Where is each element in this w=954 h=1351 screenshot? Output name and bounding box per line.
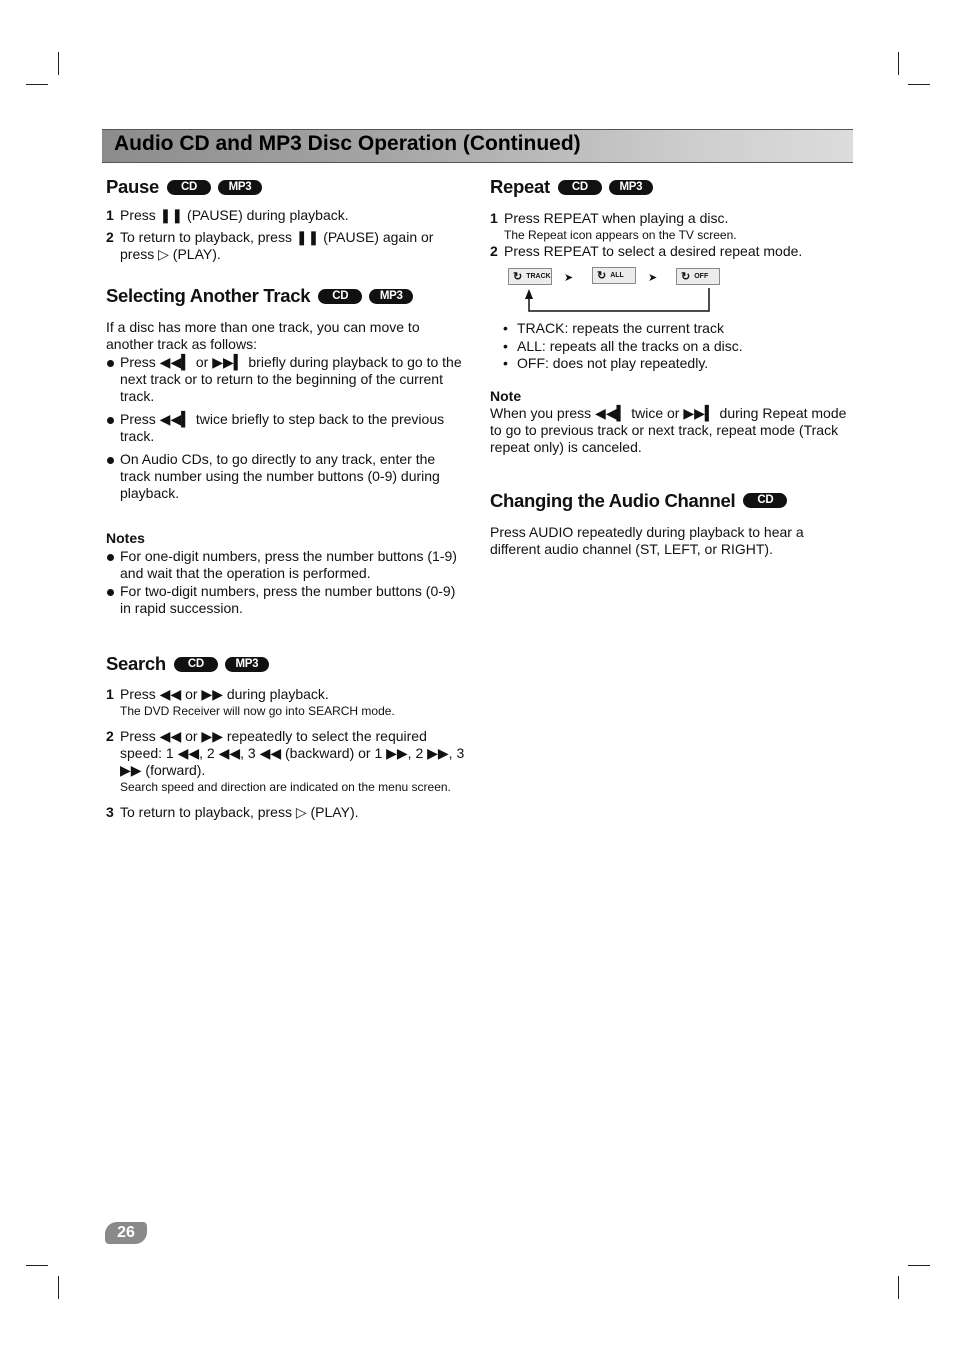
audio-heading-row: [490, 490, 854, 512]
repeat-heading-row: [490, 176, 854, 198]
step-subtext: The DVD Receiver will now go into SEARCH mode.: [120, 704, 395, 718]
select-bullet-1: Press ◀◀▍ or ▶▶▍ briefly during playback to go to the next track or to return to the beginning of the current track.: [106, 354, 468, 405]
repeat-all-icon: ↻ ALL: [592, 267, 636, 284]
crop-mark: [898, 1276, 899, 1299]
select-heading: Selecting Another Track: [106, 285, 311, 306]
notes-heading: Notes: [106, 530, 145, 546]
left-column: [106, 176, 468, 821]
repeat-mode-diagram: [490, 267, 854, 315]
step-subtext: The Repeat icon appears on the TV screen.: [504, 228, 737, 242]
mp3-badge: MP3: [225, 657, 269, 672]
repeat-desc-all: • ALL: repeats all the tracks on a disc.: [490, 338, 854, 356]
pause-step-1: [106, 207, 468, 224]
arrow-right-icon: ➤: [648, 272, 658, 284]
step-text: Press ◀◀ or ▶▶ during playback.: [120, 686, 329, 702]
search-step-2: [106, 728, 468, 795]
step-text: Press ◀◀ or ▶▶ repeatedly to select the required speed: 1 ◀◀, 2 ◀◀, 3 ◀◀ (backward) or 1 ▶▶, 2 ▶▶, 3 ▶▶ (forward).: [120, 728, 465, 778]
repeat-off-icon: ↻ OFF: [676, 268, 720, 285]
step-text: Press REPEAT to select a desired repeat mode.: [504, 243, 803, 259]
right-column: [490, 176, 854, 558]
mp3-badge: MP3: [218, 180, 262, 195]
cd-badge: CD: [167, 180, 211, 195]
step-number: 1: [490, 210, 498, 226]
audio-heading: Changing the Audio Channel: [490, 489, 736, 511]
step-text: Press ❚❚ (PAUSE) during playback.: [120, 207, 349, 223]
crop-mark: [58, 52, 59, 75]
step-number: 2: [106, 728, 114, 744]
step-text: To return to playback, press ▷ (PLAY).: [120, 804, 359, 820]
title-bar: [102, 129, 853, 163]
repeat-desc-track: • TRACK: repeats the current track: [490, 320, 854, 338]
cd-badge: CD: [743, 493, 787, 508]
search-step-3: [106, 804, 468, 821]
repeat-heading: Repeat: [490, 176, 550, 197]
crop-mark: [908, 84, 930, 85]
audio-text: Press AUDIO repeatedly during playback to hear a different audio channel (ST, LEFT, or RIGHT).: [490, 523, 804, 557]
page-number: 26: [105, 1222, 147, 1244]
pause-step-2: [106, 229, 468, 263]
cd-badge: CD: [174, 657, 218, 672]
crop-mark: [26, 84, 48, 85]
repeat-icon: ↻: [681, 271, 691, 283]
crop-mark: [58, 1276, 59, 1299]
select-bullet-2: Press ◀◀▍ twice briefly to step back to the previous track.: [106, 411, 468, 445]
repeat-step-1: [490, 210, 854, 243]
repeat-icon: ↻: [513, 271, 523, 283]
search-heading-row: [106, 653, 468, 675]
step-number: 1: [106, 207, 114, 223]
loop-back-arrow: [490, 267, 730, 315]
crop-mark: [898, 52, 899, 75]
select-bullet-3: On Audio CDs, to go directly to any track, enter the track number using the number buttons (0-9) during playback.: [106, 451, 468, 502]
pause-heading-row: [106, 176, 468, 198]
crop-mark: [908, 1265, 930, 1266]
page-title: Audio CD and MP3 Disc Operation (Continued): [114, 132, 581, 155]
crop-mark: [26, 1265, 48, 1266]
mp3-badge: MP3: [609, 180, 653, 195]
step-subtext: Search speed and direction are indicated on the menu screen.: [120, 780, 451, 794]
step-number: 1: [106, 686, 114, 702]
step-number: 3: [106, 804, 114, 820]
cd-badge: CD: [558, 180, 602, 195]
select-intro: If a disc has more than one track, you can move to another track as follows:: [106, 319, 420, 352]
pause-heading: Pause: [106, 176, 160, 197]
mp3-badge: MP3: [369, 289, 413, 304]
repeat-step-2: [490, 243, 854, 260]
repeat-desc-off: • OFF: does not play repeatedly.: [490, 355, 854, 373]
select-heading-row: [106, 285, 468, 307]
step-number: 2: [106, 229, 114, 245]
search-heading: Search: [106, 653, 166, 674]
note-text: When you press ◀◀▍ twice or ▶▶▍ during Repeat mode to go to previous track or next track, repeat mode (Track repeat only) is canceled.: [490, 404, 847, 455]
note-heading: Note: [490, 387, 522, 404]
cd-badge: CD: [318, 289, 362, 304]
step-number: 2: [490, 243, 498, 259]
step-text: To return to playback, press ❚❚ (PAUSE) again or press ▷ (PLAY).: [120, 229, 434, 262]
search-step-1: [106, 686, 468, 719]
notes-bullet-1: For one-digit numbers, press the number buttons (1-9) and wait that the operation is performed.: [106, 548, 468, 582]
notes-bullet-2: For two-digit numbers, press the number buttons (0-9) in rapid succession.: [106, 583, 468, 617]
repeat-icon: ↻: [597, 270, 607, 282]
repeat-track-icon: ↻ TRACK: [508, 268, 552, 285]
step-text: Press REPEAT when playing a disc.: [504, 210, 729, 226]
arrow-right-icon: ➤: [564, 272, 574, 284]
